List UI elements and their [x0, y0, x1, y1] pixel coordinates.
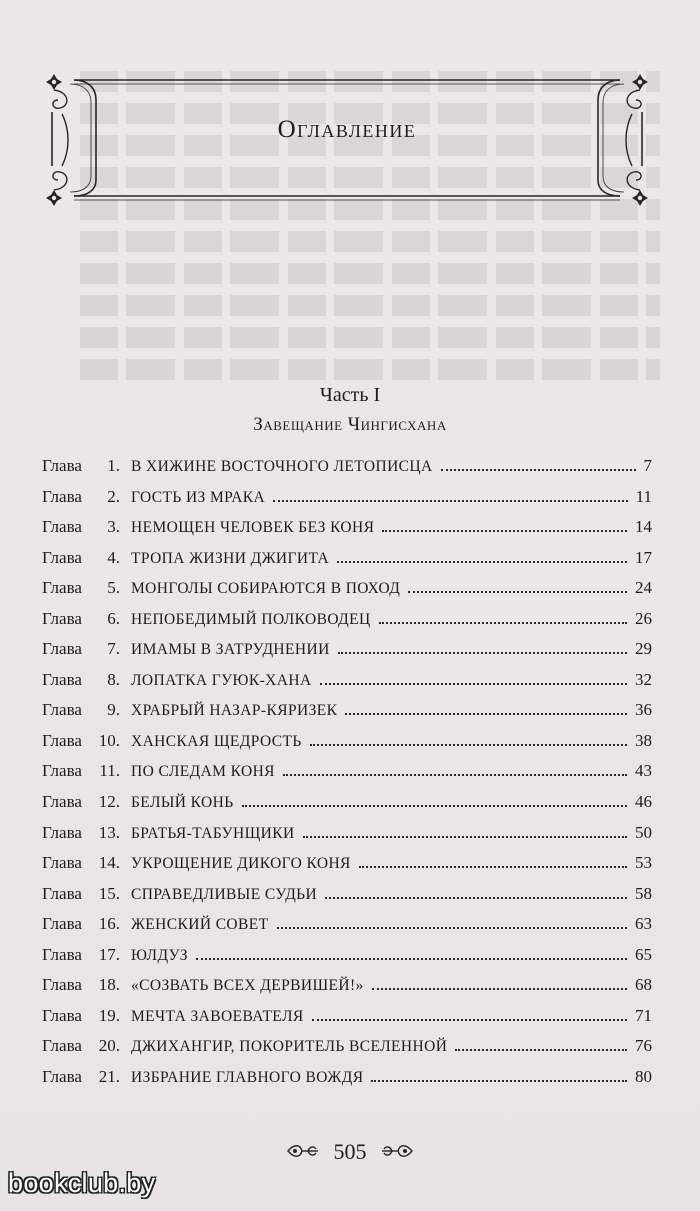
- dot-leader: [408, 591, 627, 593]
- chapter-number: 1.: [107, 456, 120, 475]
- chapter-title: ХРАБРЫЙ НАЗАР-КЯРИЗЕК: [131, 702, 338, 720]
- chapter-title: УКРОЩЕНИЕ ДИКОГО КОНЯ: [131, 855, 351, 873]
- chapter-number: 14.: [98, 853, 120, 873]
- toc-entry[interactable]: [42, 792, 652, 823]
- watermark: bookclub.by: [8, 1168, 156, 1198]
- chapter-number: 3.: [107, 517, 120, 537]
- chapter-number: 7.: [107, 639, 120, 659]
- chapter-word: Глава: [42, 853, 82, 873]
- section-title: Завещание Чингисхана: [253, 414, 447, 435]
- chapter-page-number: 14: [635, 517, 652, 537]
- chapter-number: 21.: [98, 1066, 120, 1086]
- chapter-word: Глава: [42, 517, 82, 537]
- chapter-title: МЕЧТА ЗАВОЕВАТЕЛЯ: [131, 1007, 304, 1025]
- chapter-label: [42, 975, 126, 995]
- chapter-label: [42, 761, 126, 781]
- chapter-label: [42, 792, 126, 812]
- chapter-word: Глава: [42, 1066, 82, 1086]
- chapter-label: [42, 1006, 126, 1026]
- chapter-title: ЮЛДУЗ: [131, 946, 188, 964]
- table-of-contents: [42, 456, 652, 1097]
- toc-entry[interactable]: [42, 456, 652, 487]
- dot-leader: [283, 774, 627, 776]
- toc-entry[interactable]: [42, 914, 652, 945]
- chapter-page-number: 63: [635, 914, 652, 934]
- chapter-number: 13.: [98, 822, 120, 842]
- chapter-title: ЛОПАТКА ГУЮК-ХАНА: [131, 671, 312, 689]
- dot-leader: [382, 530, 627, 532]
- chapter-number: 18.: [98, 975, 120, 995]
- chapter-word: Глава: [42, 486, 82, 506]
- chapter-label: [42, 945, 126, 965]
- chapter-word: Глава: [42, 547, 82, 567]
- chapter-number: 20.: [98, 1036, 120, 1056]
- chapter-word: Глава: [42, 944, 82, 964]
- chapter-number: 11.: [99, 761, 120, 781]
- chapter-page-number: 80: [635, 1066, 652, 1086]
- chapter-page-number: 26: [635, 608, 652, 628]
- dot-leader: [371, 1080, 627, 1082]
- part-title: Часть I: [319, 384, 381, 406]
- chapter-title: ДЖИХАНГИР, ПОКОРИТЕЛЬ ВСЕЛЕННОЙ: [131, 1038, 448, 1056]
- chapter-word: Глава: [42, 975, 82, 995]
- chapter-label: [42, 884, 126, 904]
- chapter-title: БРАТЬЯ-ТАБУНЩИКИ: [131, 824, 295, 842]
- toc-entry[interactable]: [42, 639, 652, 670]
- chapter-title: ГОСТЬ ИЗ МРАКА: [131, 488, 266, 506]
- floral-ornament-icon: [286, 1139, 320, 1165]
- chapter-page-number: 46: [635, 792, 652, 812]
- chapter-page-number: 11: [635, 486, 652, 506]
- toc-entry[interactable]: [42, 700, 652, 731]
- dot-leader: [303, 836, 627, 838]
- chapter-word: Глава: [42, 914, 82, 934]
- chapter-title: НЕМОЩЕН ЧЕЛОВЕК БЕЗ КОНЯ: [131, 519, 375, 537]
- floral-ornament-icon: [380, 1139, 414, 1165]
- chapter-word: Глава: [42, 730, 82, 750]
- chapter-title: ИМАМЫ В ЗАТРУДНЕНИИ: [131, 641, 330, 659]
- toc-entry[interactable]: [42, 823, 652, 854]
- chapter-label: [42, 517, 126, 537]
- chapter-number: 19.: [98, 1005, 120, 1025]
- chapter-title: НЕПОБЕДИМЫЙ ПОЛКОВОДЕЦ: [131, 610, 371, 628]
- chapter-number: 10.: [98, 730, 120, 750]
- dot-leader: [196, 958, 627, 960]
- dot-leader: [277, 927, 628, 929]
- page-title: Оглавление: [277, 116, 417, 143]
- toc-entry[interactable]: [42, 761, 652, 792]
- toc-entry[interactable]: [42, 975, 652, 1006]
- toc-entry[interactable]: [42, 548, 652, 579]
- chapter-number: 9.: [107, 700, 120, 720]
- chapter-number: 8.: [107, 669, 120, 689]
- chapter-title: МОНГОЛЫ СОБИРАЮТСЯ В ПОХОД: [131, 580, 401, 598]
- toc-entry[interactable]: [42, 884, 652, 915]
- chapter-number: 5.: [107, 578, 120, 598]
- chapter-word: Глава: [42, 700, 82, 720]
- chapter-word: Глава: [42, 1005, 82, 1025]
- dot-leader: [345, 713, 627, 715]
- chapter-title: ХАНСКАЯ ЩЕДРОСТЬ: [131, 732, 302, 750]
- toc-entry[interactable]: [42, 609, 652, 640]
- chapter-word: Глава: [42, 792, 82, 812]
- chapter-label: [42, 853, 126, 873]
- chapter-page-number: 7: [643, 456, 652, 475]
- title-frame: [40, 70, 654, 212]
- chapter-page-number: 53: [635, 853, 652, 873]
- chapter-title: СПРАВЕДЛИВЫЕ СУДЬИ: [131, 885, 318, 903]
- dot-leader: [273, 500, 628, 502]
- dot-leader: [242, 805, 627, 807]
- chapter-title: ЖЕНСКИЙ СОВЕТ: [131, 916, 269, 934]
- chapter-page-number: 50: [635, 822, 652, 842]
- chapter-label: [42, 487, 126, 507]
- chapter-number: 15.: [98, 883, 120, 903]
- chapter-number: 17.: [98, 944, 120, 964]
- chapter-title: В ХИЖИНЕ ВОСТОЧНОГО ЛЕТОПИСЦА: [131, 458, 433, 475]
- chapter-label: [42, 548, 126, 568]
- chapter-page-number: 76: [635, 1036, 652, 1056]
- toc-entry[interactable]: [42, 578, 652, 609]
- dot-leader: [320, 683, 627, 685]
- chapter-word: Глава: [42, 639, 82, 659]
- chapter-page-number: 32: [635, 669, 652, 689]
- chapter-label: [42, 639, 126, 659]
- chapter-label: [42, 456, 126, 476]
- chapter-number: 4.: [107, 547, 120, 567]
- chapter-title: ИЗБРАНИЕ ГЛАВНОГО ВОЖДЯ: [131, 1068, 364, 1086]
- chapter-number: 16.: [98, 914, 120, 934]
- dot-leader: [310, 744, 627, 746]
- chapter-label: [42, 1036, 126, 1056]
- chapter-label: [42, 578, 126, 598]
- chapter-page-number: 71: [635, 1005, 652, 1025]
- chapter-title: ТРОПА ЖИЗНИ ДЖИГИТА: [131, 549, 330, 567]
- chapter-page-number: 17: [635, 547, 652, 567]
- chapter-title: БЕЛЫЙ КОНЬ: [131, 794, 234, 812]
- chapter-page-number: 65: [635, 944, 652, 964]
- chapter-word: Глава: [42, 761, 82, 781]
- chapter-number: 2.: [107, 486, 120, 506]
- chapter-word: Глава: [42, 822, 82, 842]
- chapter-number: 6.: [107, 608, 120, 628]
- chapter-page-number: 58: [635, 883, 652, 903]
- toc-entry[interactable]: [42, 517, 652, 548]
- page-number: 505: [333, 1138, 367, 1164]
- chapter-page-number: 68: [635, 975, 652, 995]
- dot-leader: [455, 1049, 627, 1051]
- dot-leader: [372, 988, 627, 990]
- chapter-title: «СОЗВАТЬ ВСЕХ ДЕРВИШЕЙ!»: [131, 977, 364, 995]
- chapter-number: 12.: [98, 792, 120, 812]
- chapter-word: Глава: [42, 578, 82, 598]
- toc-entry[interactable]: [42, 1006, 652, 1037]
- dot-leader: [441, 469, 636, 471]
- toc-entry[interactable]: [42, 1036, 652, 1067]
- chapter-label: [42, 914, 126, 934]
- chapter-page-number: 36: [635, 700, 652, 720]
- dot-leader: [379, 622, 627, 624]
- toc-entry[interactable]: [42, 1067, 652, 1098]
- chapter-page-number: 24: [635, 578, 652, 598]
- toc-entry[interactable]: [42, 487, 652, 518]
- toc-entry[interactable]: [42, 945, 652, 976]
- toc-entry[interactable]: [42, 853, 652, 884]
- chapter-word: Глава: [42, 608, 82, 628]
- dot-leader: [359, 866, 627, 868]
- dot-leader: [338, 652, 627, 654]
- chapter-page-number: 29: [635, 639, 652, 659]
- chapter-word: Глава: [42, 669, 82, 689]
- chapter-label: [42, 823, 126, 843]
- toc-entry[interactable]: [42, 670, 652, 701]
- dot-leader: [337, 561, 627, 563]
- chapter-label: [42, 700, 126, 720]
- chapter-label: [42, 609, 126, 629]
- chapter-label: [42, 1067, 126, 1087]
- chapter-title: ПО СЛЕДАМ КОНЯ: [131, 763, 275, 781]
- dot-leader: [325, 897, 627, 899]
- chapter-label: [42, 670, 126, 690]
- chapter-label: [42, 731, 126, 751]
- dot-leader: [312, 1019, 627, 1021]
- chapter-word: Глава: [42, 883, 82, 903]
- toc-entry[interactable]: [42, 731, 652, 762]
- chapter-word: Глава: [42, 456, 82, 475]
- chapter-page-number: 38: [635, 730, 652, 750]
- page-footer: [0, 1137, 700, 1165]
- chapter-word: Глава: [42, 1036, 82, 1056]
- chapter-page-number: 43: [635, 761, 652, 781]
